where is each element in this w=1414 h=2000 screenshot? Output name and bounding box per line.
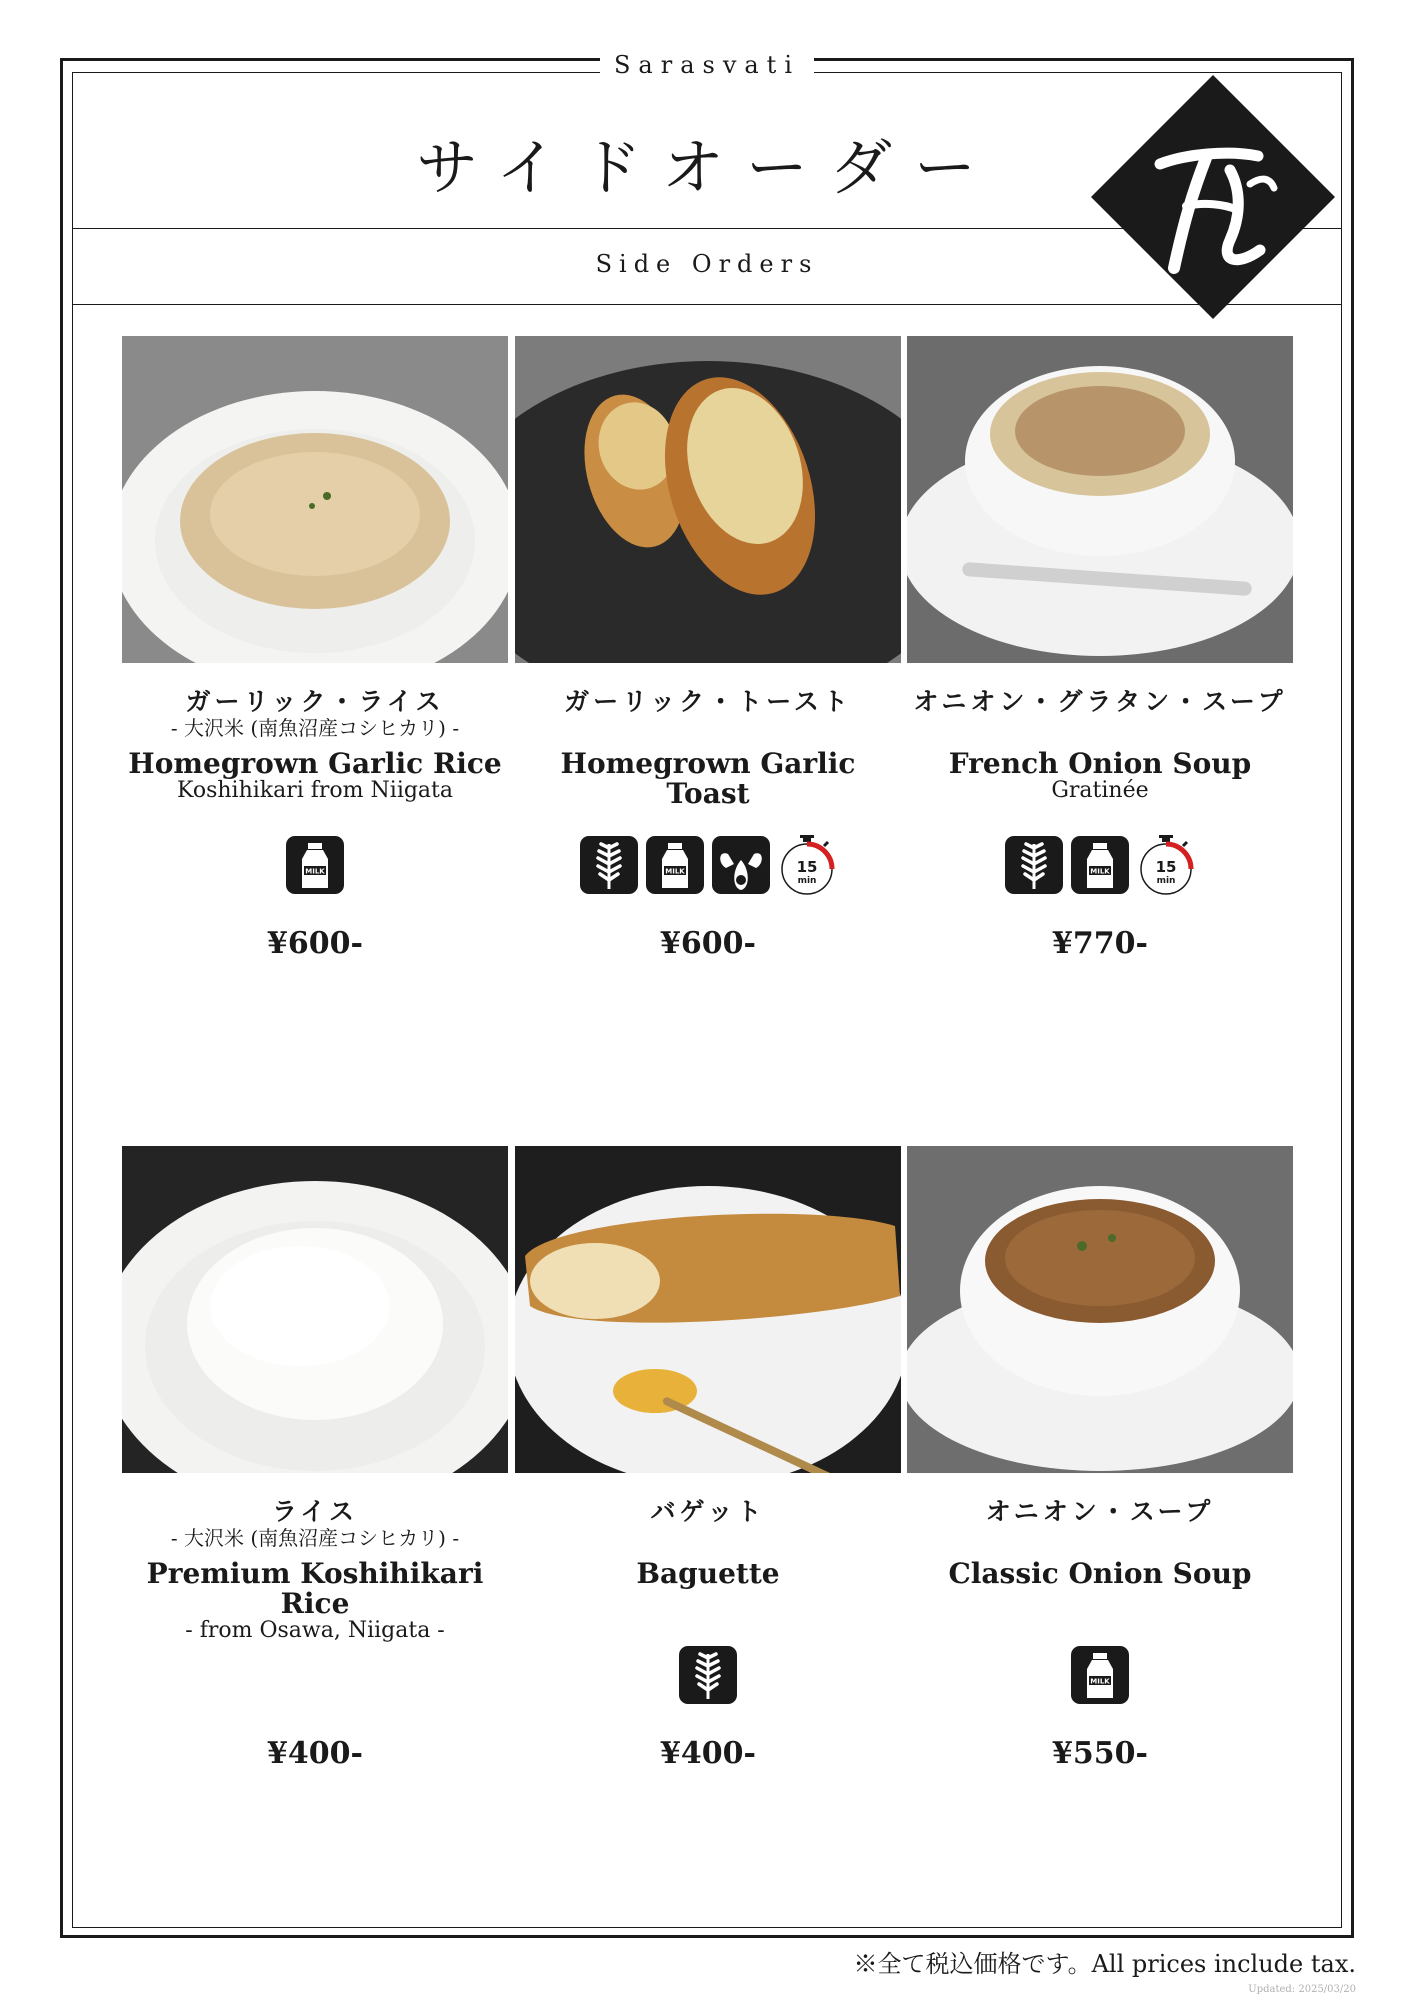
garlic-toast-photo [515, 336, 901, 663]
item-name-en: Premium Koshihikari Rice [146, 1557, 484, 1620]
rice-photo [122, 1146, 508, 1473]
allergen-icons [907, 834, 1293, 896]
item-name-en: Baguette [636, 1557, 780, 1590]
onion-soup-photo [907, 1146, 1293, 1473]
item-name-jp: バゲット [650, 1497, 766, 1526]
menu-item-card [515, 336, 901, 1036]
timer-unit: min [1156, 876, 1176, 886]
item-name-en: Homegrown Garlic Rice [128, 747, 502, 780]
timer-icon [776, 834, 838, 896]
timer-minutes: 15 [1155, 858, 1177, 876]
item-origin-jp [515, 1527, 901, 1551]
menu-item-card [122, 336, 508, 1036]
item-price: ¥600- [267, 926, 363, 961]
page-title-jp: サイドオーダー [416, 131, 998, 204]
milk-icon [644, 834, 706, 896]
item-origin-jp: - 大沢米 (南魚沼産コシヒカリ) - [170, 1526, 460, 1550]
menu-item-card [907, 1146, 1293, 1846]
allergen-icons [515, 1644, 901, 1706]
sanskrit-emblem-icon [1088, 72, 1338, 322]
item-price: ¥550- [1052, 1736, 1148, 1771]
wheat-icon [578, 834, 640, 896]
wheat-icon [1003, 834, 1065, 896]
item-price: ¥600- [660, 926, 756, 961]
item-name-jp: オニオン・スープ [985, 1497, 1215, 1526]
milk-icon [1069, 834, 1131, 896]
milk-label: MILK [665, 867, 685, 876]
egg-icon [710, 834, 772, 896]
item-name-en: Classic Onion Soup [948, 1557, 1252, 1590]
allergen-icons [907, 1644, 1293, 1706]
item-price: ¥400- [660, 1736, 756, 1771]
timer-minutes: 15 [796, 858, 818, 876]
milk-icon [1069, 1644, 1131, 1706]
item-name-jp: ライス [271, 1497, 358, 1526]
item-name-en: French Onion Soup [948, 747, 1252, 780]
item-subtitle-en: Koshihikari from Niigata [176, 778, 454, 803]
item-origin-jp: - 大沢米 (南魚沼産コシヒカリ) - [170, 716, 460, 740]
allergen-icons [122, 834, 508, 896]
item-name-en: Homegrown Garlic Toast [560, 747, 856, 810]
tax-note: ※全て税込価格です。All prices include tax. [853, 1950, 1356, 1978]
brand-name: Sarasvati [600, 48, 814, 82]
item-name-jp: ガーリック・ライス [185, 687, 445, 716]
item-origin-jp [907, 1527, 1293, 1551]
updated-date: Updated: 2025/03/20 [1248, 1984, 1356, 1995]
menu-item-card [515, 1146, 901, 1846]
menu-item-card [907, 336, 1293, 1036]
milk-label: MILK [1090, 1677, 1110, 1686]
item-subtitle-en: Gratinée [1051, 778, 1149, 803]
wheat-icon [677, 1644, 739, 1706]
timer-unit: min [797, 876, 817, 886]
timer-icon [1135, 834, 1197, 896]
item-price: ¥770- [1052, 926, 1148, 961]
onion-gratin-soup-photo [907, 336, 1293, 663]
milk-icon [284, 834, 346, 896]
item-name-jp: ガーリック・トースト [564, 687, 852, 716]
item-name-jp: オニオン・グラタン・スープ [913, 687, 1287, 716]
menu-item-card [122, 1146, 508, 1846]
item-origin-jp [907, 717, 1293, 741]
page-subtitle-en: Side Orders [595, 250, 819, 278]
baguette-photo [515, 1146, 901, 1473]
item-origin-jp [515, 717, 901, 741]
milk-label: MILK [305, 867, 325, 876]
milk-label: MILK [1090, 867, 1110, 876]
garlic-rice-photo [122, 336, 508, 663]
item-price: ¥400- [267, 1736, 363, 1771]
item-subtitle-en: - from Osawa, Niigata - [185, 1618, 445, 1643]
allergen-icons [515, 834, 901, 896]
